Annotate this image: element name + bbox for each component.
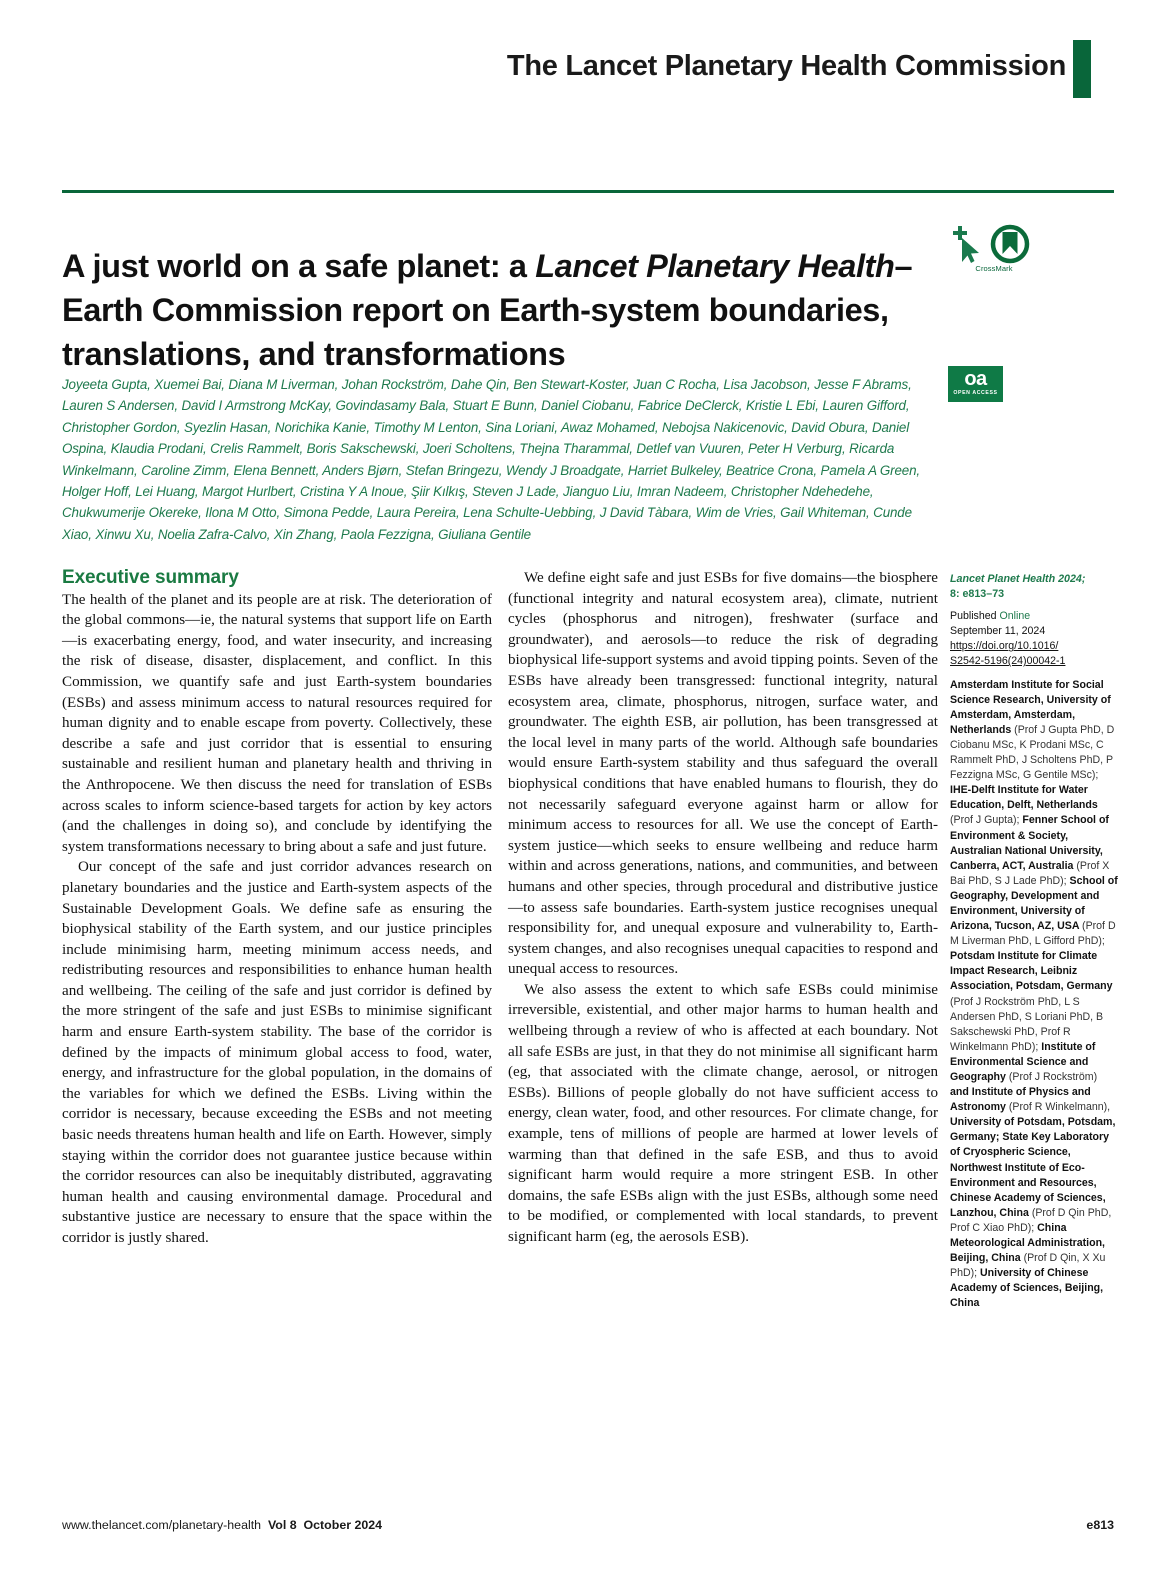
title-part-3: Commission report on Earth-system boundaries, [151, 291, 889, 328]
affiliation-authors: (Prof J Rockström PhD, L S Andersen PhD, S Loriani PhD, B Sakschewski PhD, Prof R Winkelmann PhD); [950, 995, 1104, 1053]
affiliation-institution: Fenner School of Environment & Society, Australian National University, Canberra, ACT, Australia [950, 814, 1109, 872]
affiliation-institution: Potsdam Institute for Climate Impact Research, Leibniz Association, Potsdam, Germany [950, 950, 1113, 993]
author-list: Joyeeta Gupta, Xuemei Bai, Diana M Liverman, Johan Rockström, Dahe Qin, Ben Stewart-Koster, Juan C Rocha, Lisa Jacobson, Jesse F Abrams, Lauren S Andersen, David I Armstrong McKay, Govindasamy Bala, Stuart E Bunn, Daniel Ciobanu, Fabrice DeClerck, Kristie L Ebi, Lauren Gifford, Christopher Gordon, Syezlin Hasan, Norichika Kanie, Timothy M Lenton, Sina Loriani, Awaz Mohamed, Nebojsa Nakicenovic, David Obura, Daniel Ospina, Klaudia Prodani, Crelis Rammelt, Boris Sakschewski, Joeri Scholtens, Thejna Tharammal, Detlef van Vuuren, Peter H Verburg, Ricarda Winkelmann, Caroline Zimm, Elena Bennett, Anders Bjørn, Stefan Bringezu, Wendy J Broadgate, Harriet Bulkeley, Beatrice Crona, Pamela A Green, Holger Hoff, Lei Huang, Margot Hurlbert, Cristina Y A Inoue, Şiir Kılkış, Steven J Lade, Jianguo Liu, Imran Nadeem, Christopher Ndehedehe, Chukwumerije Okereke, Ilona M Otto, Simona Pedde, Laura Pereira, Lena Schulte-Uebbing, J David Tàbara, Wim de Vries, Gail Whiteman, Cunde Xiao, Xinwu Xu, Noelia Zafra-Calvo, Xin Zhang, Paola Fezzigna, Giuliana Gentile [62, 377, 920, 542]
affiliation-authors: (Prof D Qin, X Xu PhD); [950, 1252, 1106, 1280]
paragraph: We define eight safe and just ESBs for five domains—the biosphere (functional integrity and natural ecosystem area), climate, nutrient cycles (phosphorus and nitrogen), freshwater (surface and groundwater), and aerosols—to reduce the risk of degrading biophysical life-support systems and avoid tipping points. Seven of the ESBs have already been transgressed: functional integrity, natural ecosystem area, climate, phosphorus, nitrogen, surface water, and groundwater. The eighth ESB, air pollution, has been transgressed at the local level in many parts of the world. Although safe boundaries would ensure Earth-system stability and thus safeguard the overall biophysical conditions that have enabled humans to flourish, they do not necessarily safeguard everyone against harm or allow for minimum access to resources for all. We use the concept of Earth-system justice—which seeks to ensure wellbeing and reduce harm within and across generations, nations, and communities, and between humans and other species, through procedural and distributive justice—to assess safe boundaries. Earth-system justice recognises unequal responsibility for, and unequal exposure and vulnerability to, Earth-system changes, and also recognises unequal capacities to respond and unequal access to resources. [508, 570, 938, 978]
open-access-badge[interactable] [948, 366, 1003, 402]
published-online-tag: Online [999, 610, 1031, 623]
open-access-mark: oa [964, 368, 987, 390]
citation-journal-year: Lancet Planet Health 2024; [950, 573, 1086, 585]
affiliation-authors: (Prof J Rockström) [1008, 1071, 1098, 1083]
title-part-1: A just world on a safe planet: a [62, 247, 536, 284]
paragraph: Our concept of the safe and just corridor advances research on planetary boundaries and the justice and Earth-system aspects of the Sustainable Development Goals. We define safe as ensuring the biophysical stability of the Earth system, and our justice principles include minimising harm, meeting minimum access needs, and redistributing resources and responsibilities to enhance human health and wellbeing. The ceiling of the safe and just corridor is defined by the more stringent of the safe and just ESBs to minimise significant harm and ensure Earth-system stability. The base of the corridor is defined by the impacts of minimum global access to food, water, energy, and infrastructure for the global population, in the domains of the variables for which we defined the ESBs. Living within the corridor is necessary, because exceeding the ESBs and not meeting basic needs threatens human health and life on Earth. However, simply staying within the corridor does not guarantee justice because within the corridor resources can also be inequitably distributed, aggravating human health and causing environmental damage. Procedural and substantive justice are necessary to ensure that the space within the corridor is justly shared. [62, 859, 492, 1246]
crossmark-badge[interactable] [948, 222, 1040, 278]
masthead-accent-bar [1073, 40, 1091, 98]
header-divider-rule [62, 190, 1114, 193]
publication-info [950, 609, 1118, 669]
affiliation-authors: (Prof J Gupta PhD, D Ciobanu MSc, K Prodani MSc, C Rammelt PhD, J Scholtens PhD, P Fezzigna MSc, G Gentile MSc); [950, 723, 1115, 782]
affiliation-institution: IHE-Delft Institute for Water Education, Delft, Netherlands [950, 784, 1098, 812]
body-column-middle [508, 568, 938, 1248]
affiliation-institution: University of Potsdam, Potsdam, Germany; State Key Laboratory of Cryospheric Science, Northwest Institute of Eco-Environment and Resources, Chinese Academy of Sciences, Lanzhou, China [950, 1116, 1116, 1219]
sidebar-metadata [950, 572, 1118, 1312]
section-heading-executive-summary: Executive summary [62, 567, 239, 588]
footer-url[interactable]: www.thelancet.com/planetary-health [62, 1518, 262, 1532]
masthead-title: The Lancet Planetary Health Commission [506, 50, 1066, 82]
affiliation-authors: (Prof J Gupta); [950, 814, 1023, 827]
affiliation-institution: China Meteorological Administration, Beijing, China [950, 1221, 1105, 1265]
footer-page-number: e813 [1086, 1518, 1114, 1532]
citation-volume-pages: 8: e813–73 [950, 588, 1005, 601]
footer-volume: Vol 8 [267, 1518, 297, 1532]
title-part-4: translations, and transformations [62, 335, 566, 372]
title-journal-name: Lancet Planetary Health [535, 247, 895, 284]
affiliation-institution: Amsterdam Institute for Social Science Research, University of Amsterdam, Amsterdam, Netherlands [950, 678, 1111, 736]
affiliations-block [950, 678, 1118, 1312]
affiliation-institution: Institute of Environmental Science and Geography [950, 1040, 1096, 1083]
affiliation-institution: and Institute of Physics and Astronomy [950, 1086, 1091, 1114]
title-part-2: –Earth [62, 247, 913, 328]
affiliation-authors: (Prof D M Liverman PhD, L Gifford PhD); [950, 920, 1116, 948]
affiliation-authors: (Prof R Winkelmann), [1008, 1101, 1111, 1114]
affiliation-authors: (Prof D Qin PhD, Prof C Xiao PhD); [950, 1206, 1112, 1234]
footer-issue-date: October 2024 [303, 1518, 383, 1532]
citation-block [950, 572, 1118, 602]
affiliation-institution: School of Geography, Development and Environment, University of Arizona, Tucson, AZ, USA [950, 874, 1118, 933]
paragraph: We also assess the extent to which safe ESBs could minimise irreversible, existential, and other major harms to human health and wellbeing through a review of who is affected at each boundary. Not all safe ESBs are just, in that they do not minimise all significant harm (eg, that associated with the climate change, aerosol, or nitrogen ESBs). Billions of people globally do not have sufficient access to energy, clean water, food, and other resources. For climate change, for example, tens of millions of people are harmed at lower levels of warming than that defined in the safe ESB, and thus to avoid significant harm would require a more stringent ESB. In other domains, the safe ESBs align with the just ESBs, although some need to be modified, or complemented with local standards, to prevent significant harm (eg, the aerosols ESB). [508, 981, 938, 1245]
paragraph: The health of the planet and its people are at risk. The deterioration of the global commons—ie, the natural systems that support life on Earth—is exacerbating energy, food, and water insecurity, and increasing the risk of disease, disaster, displacement, and conflict. In this Commission, we quantify safe and just Earth-system boundaries (ESBs) and assess minimum access to natural resources required for human dignity and to enable escape from poverty. Collectively, these describe a safe and just corridor that is essential to ensuring sustainable and resilient human and planetary health and thriving in the Anthropocene. We then discuss the need for translation of ESBs across scales to inform science-based targets for action by key actors (and the challenges in doing so), and conclude by identifying the system transformations necessary to bring about a safe and just future. [62, 591, 492, 855]
page-footer [62, 1518, 1114, 1532]
crossmark-icon [948, 222, 1040, 266]
body-column-left [62, 568, 492, 1249]
published-label: Published [950, 610, 1000, 623]
published-date: September 11, 2024 [950, 625, 1046, 638]
affiliation-authors: (Prof X Bai PhD, S J Lade PhD); [950, 859, 1110, 887]
doi-link-line-1[interactable]: https://doi.org/10.1016/ [950, 640, 1059, 653]
doi-link-line-2[interactable]: S2542-5196(24)00042-1 [950, 655, 1066, 668]
footer-left [62, 1518, 382, 1532]
page-title [62, 244, 937, 376]
crossmark-label: CrossMark [975, 264, 1013, 273]
masthead [0, 0, 1176, 120]
affiliation-institution: University of Chinese Academy of Sciences, Beijing, China [950, 1267, 1104, 1310]
open-access-label: OPEN ACCESS [953, 390, 998, 396]
